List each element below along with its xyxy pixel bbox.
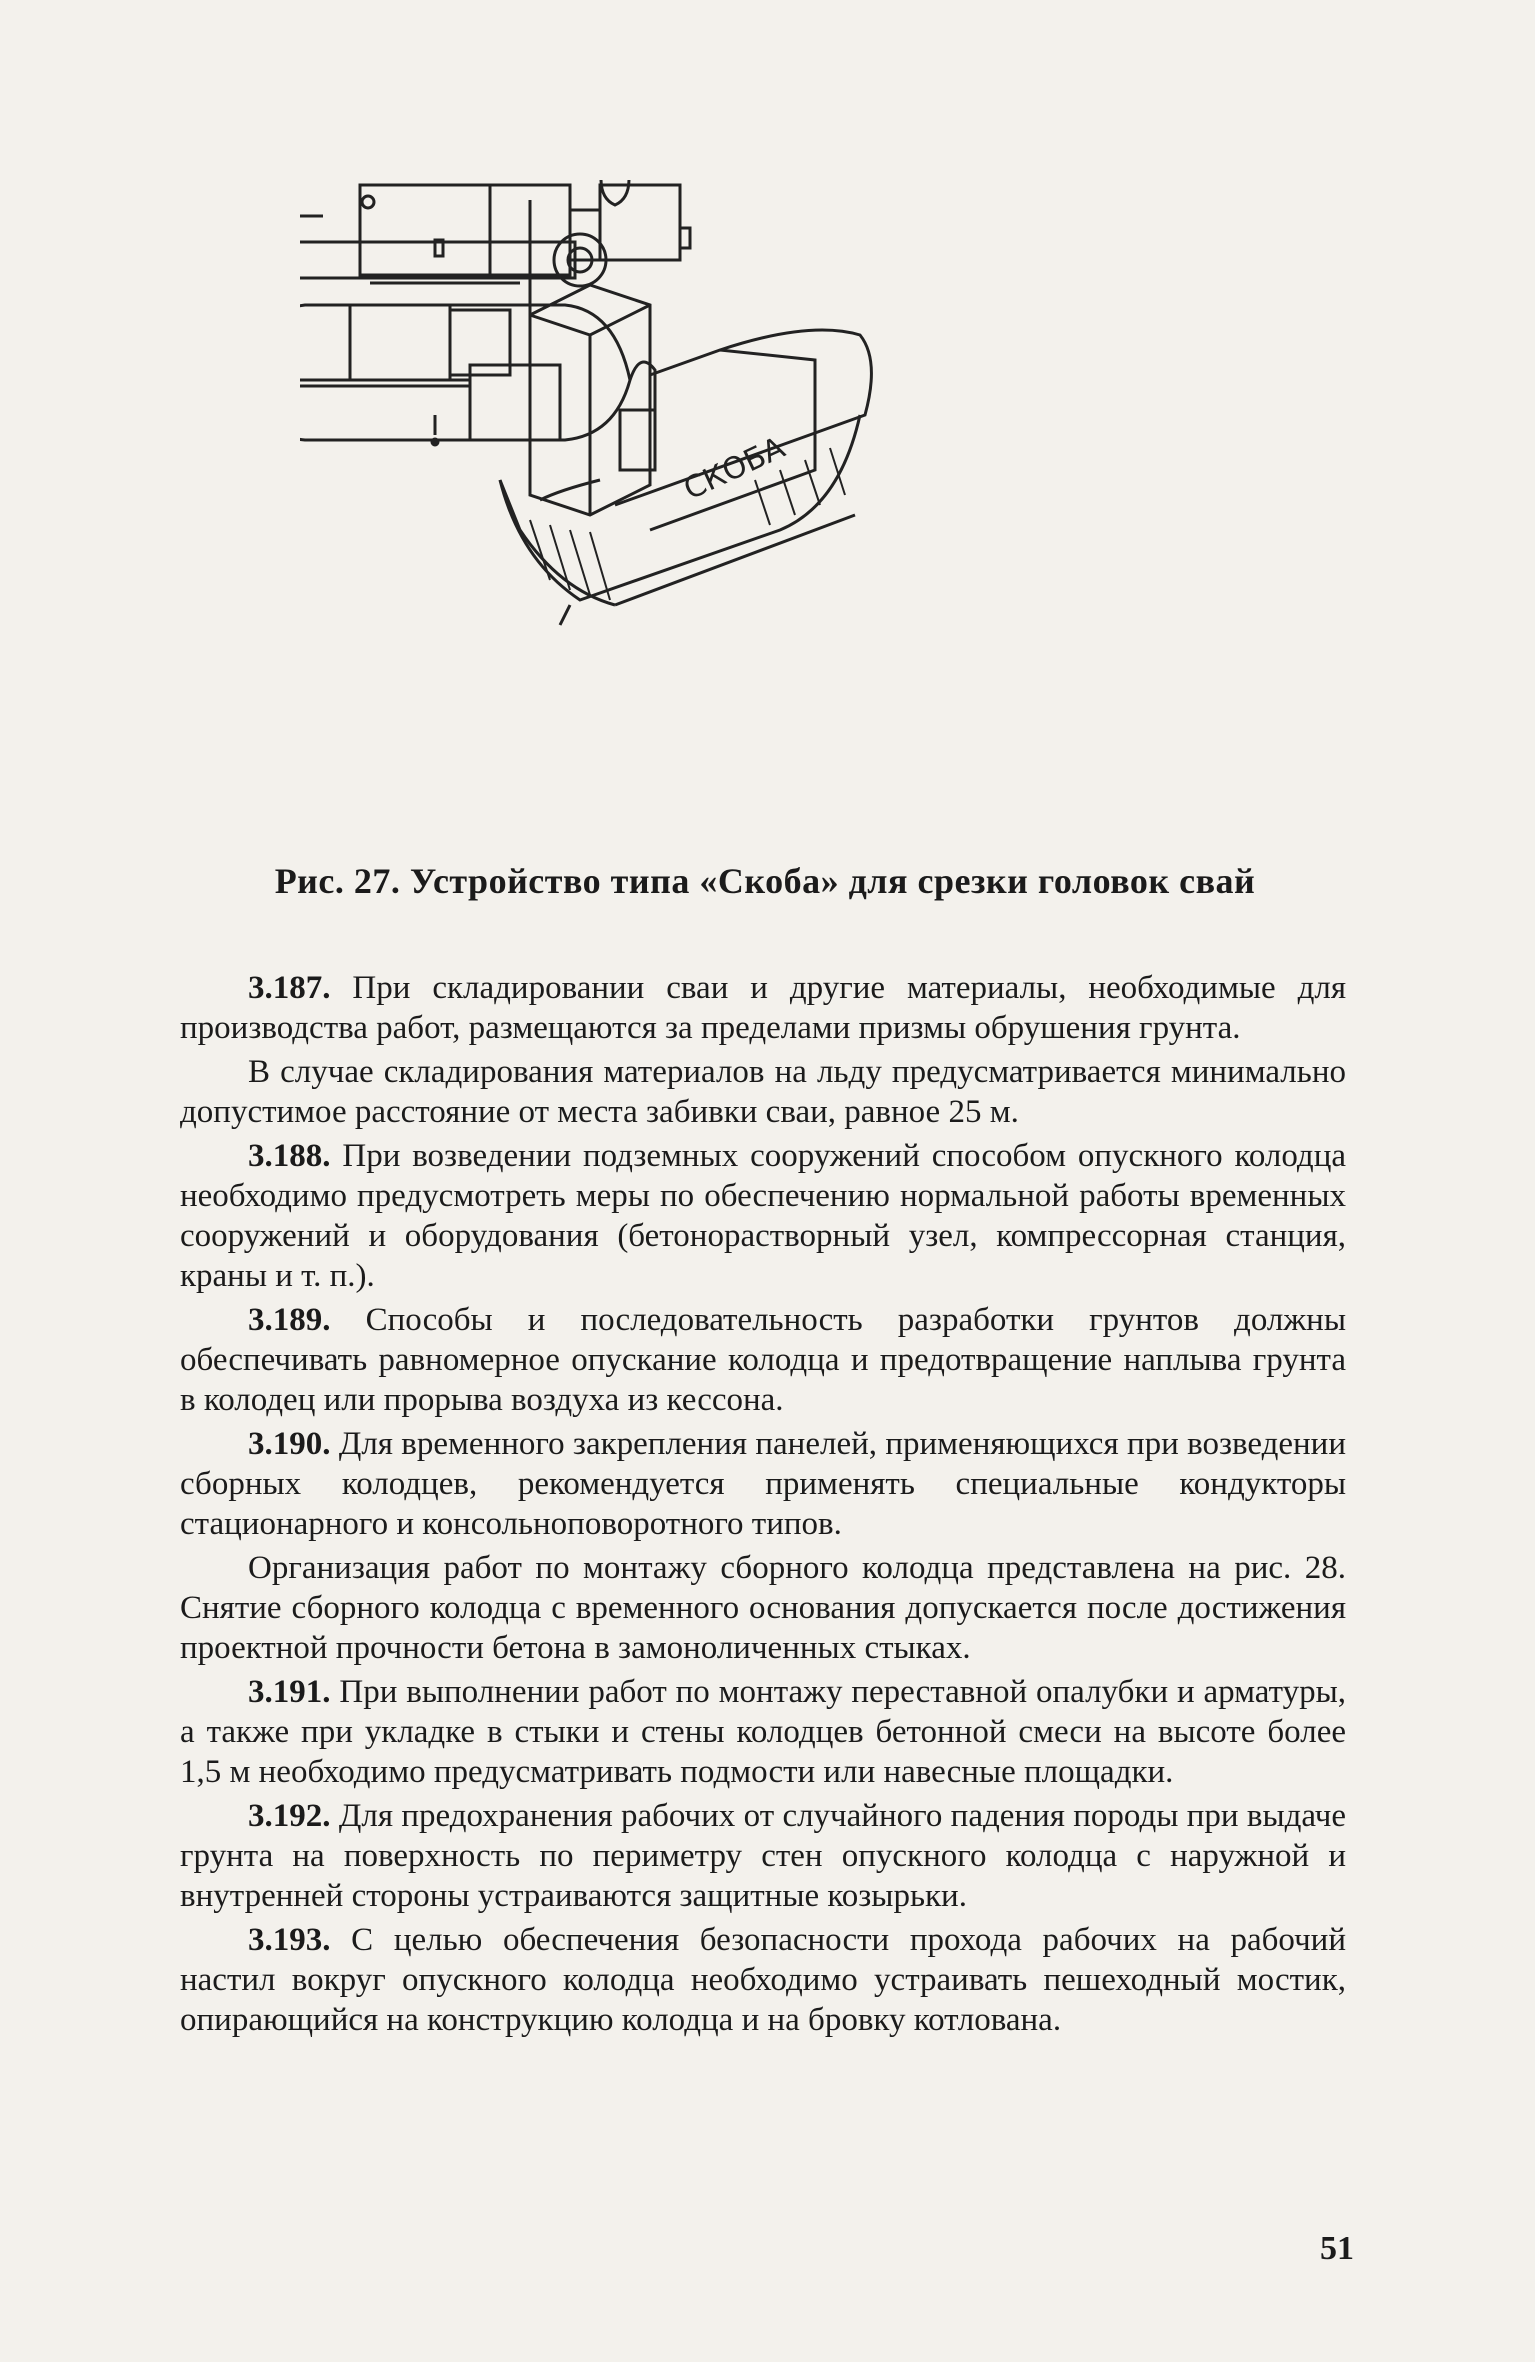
paragraph-3-190: 3.190. Для временного закрепления панелей, применяющихся при возведении сборных колодцев, рекомендуется применять специальные кондукторы стационарного и консольноповоротного типов. bbox=[180, 1426, 1346, 1542]
page-number: 51 bbox=[1320, 2230, 1354, 2267]
figure-skoba-device bbox=[300, 180, 1220, 860]
isometric-view bbox=[500, 285, 871, 625]
device-inscription: СКОБА bbox=[678, 430, 791, 508]
front-view bbox=[554, 180, 690, 286]
paragraph-3-192: 3.192. Для предохранения рабочих от случайного падения породы при выдаче грунта на поверхность по периметру стен опускного колодца с наружной и внутренней стороны устраиваются защитные козырьки. bbox=[180, 1798, 1346, 1914]
paragraph-3-193: 3.193. С целью обеспечения безопасности прохода рабочих на рабочий настил вокруг опускного колодца необходимо устраивать пешеходный мостик, опирающийся на конструкцию колодца и на бровку котлована. bbox=[180, 1922, 1346, 2038]
paragraph-organization: Организация работ по монтажу сборного колодца представлена на рис. 28. Снятие сборного колодца с временного основания допускается после достижения проектной прочности бетона в замоноличенных стыках. bbox=[180, 1550, 1346, 1666]
skoba-drawing bbox=[300, 180, 1220, 860]
paragraph-3-189: 3.189. Способы и последовательность разработки грунтов должны обеспечивать равномерное опускание колодца и предотвращение наплыва грунта в колодец или прорыва воздуха из кессона. bbox=[180, 1302, 1346, 1418]
paragraph-3-187: 3.187. При складировании сваи и другие материалы, необходимые для производства работ, размещаются за пределами призмы обрушения грунта. bbox=[180, 970, 1347, 1046]
plan-view bbox=[300, 305, 630, 445]
paragraph-ice-storage: В случае складирования материалов на льду предусматривается минимально допустимое расстояние от места забивки сваи, равное 25 м. bbox=[180, 1054, 1346, 1130]
caption-label: Рис. 27. bbox=[274, 861, 401, 901]
body-text bbox=[180, 968, 1346, 2044]
paragraph-3-188: 3.188. При возведении подземных сооружений способом опускного колодца необходимо предусмотреть меры по обеспечению нормальной работы временных сооружений и оборудования (бетонорастворный узел, компрессорная станция, краны и т. п.). bbox=[180, 1138, 1347, 1294]
paragraph-3-191: 3.191. При выполнении работ по монтажу переставной опалубки и арматуры, а также при укладке в стыки и стены колодцев бетонной смеси на высоте более 1,5 м необходимо предусматривать подмости или навесные площадки. bbox=[180, 1674, 1347, 1790]
side-view bbox=[300, 185, 575, 380]
caption-text: Устройство типа «Скоба» для срезки головок свай bbox=[409, 861, 1256, 901]
figure-caption bbox=[180, 860, 1350, 902]
